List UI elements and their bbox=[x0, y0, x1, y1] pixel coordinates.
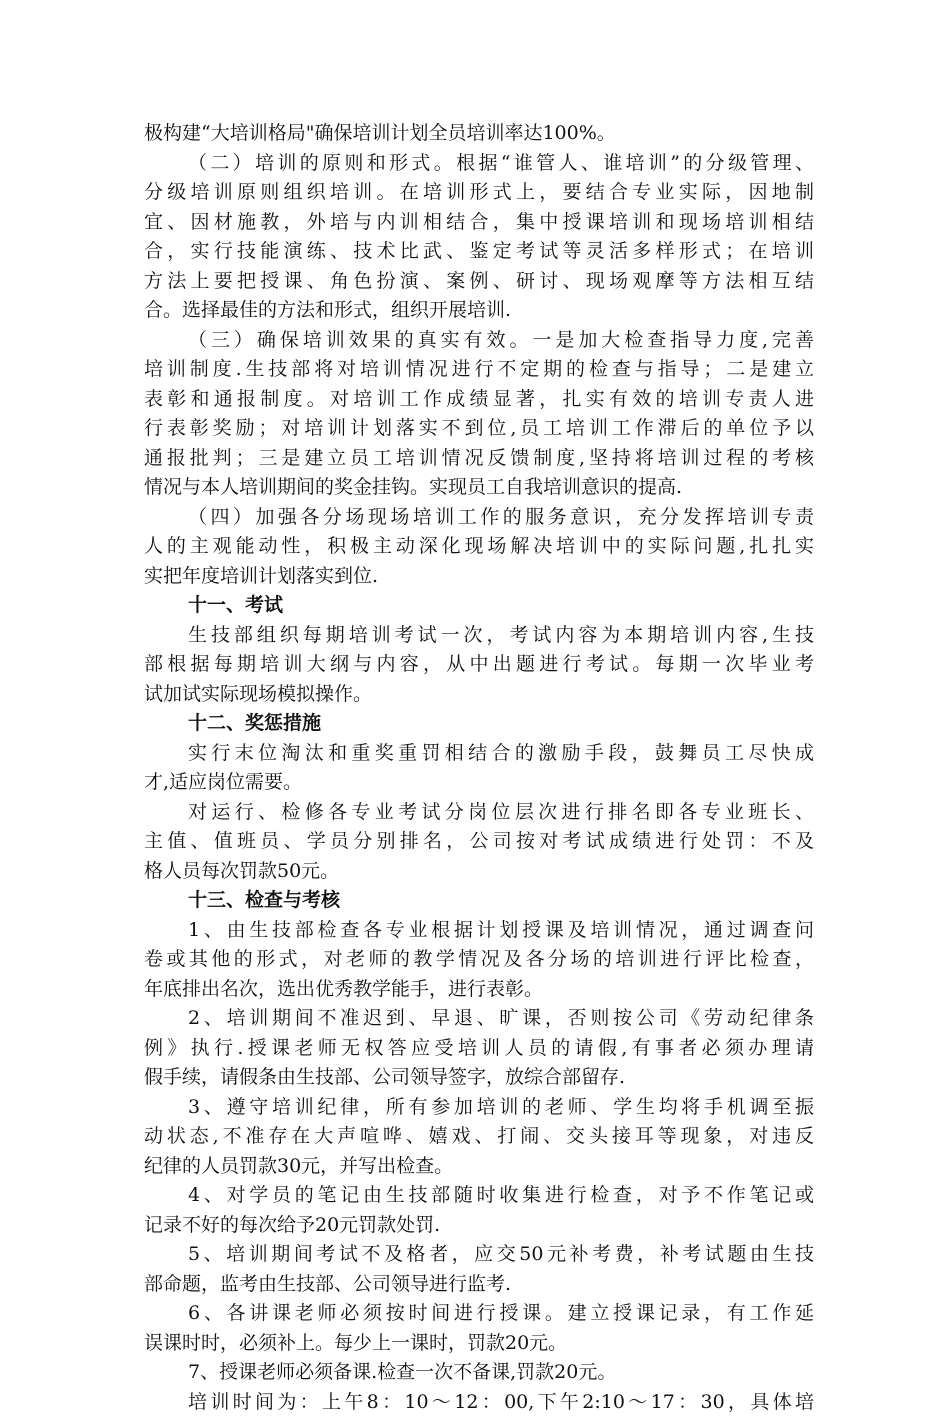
text-line: 部根据每期培训大纲与内容，从中出题进行考试。每期一次毕业考 bbox=[144, 650, 814, 680]
text-line: 4、对学员的笔记由生技部随时收集进行检查，对予不作笔记或 bbox=[144, 1181, 814, 1211]
text-line: 行表彰奖励；对培训计划落实不到位,员工培训工作滞后的单位予以 bbox=[144, 414, 814, 444]
text-line: 人的主观能动性，积极主动深化现场解决培训中的实际问题,扎扎实 bbox=[144, 532, 814, 562]
text-line: 实把年度培训计划落实到位. bbox=[144, 562, 814, 592]
text-line: 才,适应岗位需要。 bbox=[144, 768, 814, 798]
section-heading: 十一、考试 bbox=[144, 591, 814, 621]
text-line: 分级培训原则组织培训。在培训形式上，要结合专业实际，因地制 bbox=[144, 178, 814, 208]
text-line: 动状态,不准存在大声喧哗、嬉戏、打闹、交头接耳等现象，对违反 bbox=[144, 1122, 814, 1152]
text-line: 6、各讲课老师必须按时间进行授课。建立授课记录，有工作延 bbox=[144, 1299, 814, 1329]
text-line: 误课时时，必须补上。每少上一课时，罚款20元。 bbox=[144, 1329, 814, 1359]
text-line: 年底排出名次，选出优秀教学能手，进行表彰。 bbox=[144, 975, 814, 1005]
text-line: 格人员每次罚款50元。 bbox=[144, 857, 814, 887]
text-line: 纪律的人员罚款30元，并写出检查。 bbox=[144, 1152, 814, 1182]
text-line: 试加试实际现场模拟操作。 bbox=[144, 680, 814, 710]
text-line: 3、遵守培训纪律，所有参加培训的老师、学生均将手机调至振 bbox=[144, 1093, 814, 1123]
text-line: 培训时间为：上午8：10～12：00,下午2:10～17：30，具体培 bbox=[144, 1388, 814, 1417]
text-line: 方法上要把授课、角色扮演、案例、研讨、现场观摩等方法相互结 bbox=[144, 267, 814, 297]
text-line: 对运行、检修各专业考试分岗位层次进行排名即各专业班长、 bbox=[144, 798, 814, 828]
section-heading: 十三、检查与考核 bbox=[144, 886, 814, 916]
text-line: 生技部组织每期培训考试一次，考试内容为本期培训内容,生技 bbox=[144, 621, 814, 651]
section-heading: 十二、奖惩措施 bbox=[144, 709, 814, 739]
text-line: 合。选择最佳的方法和形式，组织开展培训. bbox=[144, 296, 814, 326]
text-line: 2、培训期间不准迟到、早退、旷课，否则按公司《劳动纪律条 bbox=[144, 1004, 814, 1034]
text-line: 表彰和通报制度。对培训工作成绩显著，扎实有效的培训专责人进 bbox=[144, 385, 814, 415]
text-line: 实行末位淘汰和重奖重罚相结合的激励手段，鼓舞员工尽快成 bbox=[144, 739, 814, 769]
text-line: （二）培训的原则和形式。根据“谁管人、谁培训”的分级管理、 bbox=[144, 149, 814, 179]
text-line: 主值、值班员、学员分别排名，公司按对考试成绩进行处罚：不及 bbox=[144, 827, 814, 857]
text-line: 情况与本人培训期间的奖金挂钩。实现员工自我培训意识的提高. bbox=[144, 473, 814, 503]
text-line: 合，实行技能演练、技术比武、鉴定考试等灵活多样形式；在培训 bbox=[144, 237, 814, 267]
text-line: 宜、因材施教，外培与内训相结合，集中授课培训和现场培训相结 bbox=[144, 208, 814, 238]
text-line: 5、培训期间考试不及格者，应交50元补考费，补考试题由生技 bbox=[144, 1240, 814, 1270]
text-line: 记录不好的每次给予20元罚款处罚. bbox=[144, 1211, 814, 1241]
text-line: 例》执行.授课老师无权答应受培训人员的请假,有事者必须办理请 bbox=[144, 1034, 814, 1064]
text-line: 卷或其他的形式，对老师的教学情况及各分场的培训进行评比检查， bbox=[144, 945, 814, 975]
text-line: 7、授课老师必须备课.检查一次不备课,罚款20元。 bbox=[144, 1358, 814, 1388]
text-line: 培训制度.生技部将对培训情况进行不定期的检查与指导；二是建立 bbox=[144, 355, 814, 385]
document-page bbox=[144, 119, 814, 1417]
text-line: 极构建“大培训格局"确保培训计划全员培训率达100%。 bbox=[144, 119, 814, 149]
text-line: 部命题，监考由生技部、公司领导进行监考. bbox=[144, 1270, 814, 1300]
text-line: 1、由生技部检查各专业根据计划授课及培训情况，通过调查问 bbox=[144, 916, 814, 946]
text-line: （三）确保培训效果的真实有效。一是加大检查指导力度,完善 bbox=[144, 326, 814, 356]
text-line: （四）加强各分场现场培训工作的服务意识，充分发挥培训专责 bbox=[144, 503, 814, 533]
text-line: 假手续，请假条由生技部、公司领导签字，放综合部留存. bbox=[144, 1063, 814, 1093]
text-line: 通报批判；三是建立员工培训情况反馈制度,坚持将培训过程的考核 bbox=[144, 444, 814, 474]
